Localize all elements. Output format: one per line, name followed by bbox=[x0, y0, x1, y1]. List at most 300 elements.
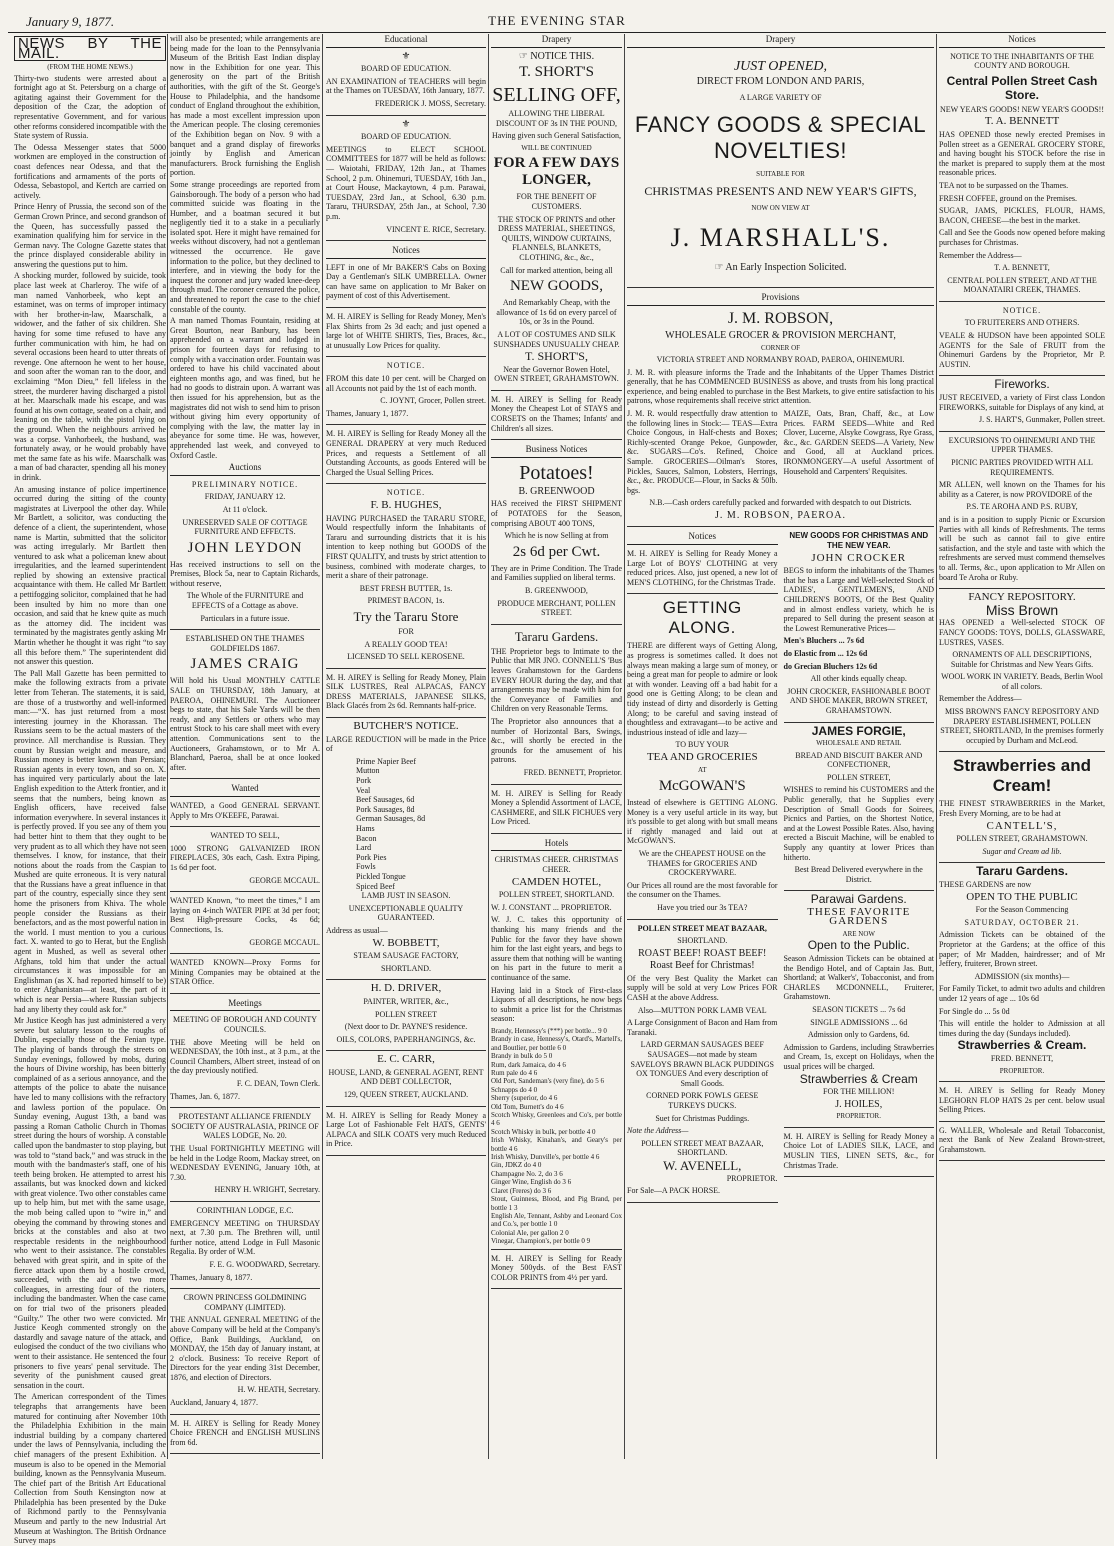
column-drapery-provisions bbox=[627, 34, 934, 1459]
robson-ad bbox=[627, 310, 934, 528]
ad-body: and is in a position to supply Picnic or Excursion Parties with all kinds of Refreshments. The terms will be such as cannot fail to give entire satisfaction, and the style and taste with which the refreshments are served must commend themselves to all. Terms, &c., upon application to Mr Allen on board Te Aroha or Ruby. bbox=[939, 514, 1105, 582]
section-header-notices: Notices bbox=[627, 531, 778, 545]
column-divider bbox=[624, 34, 625, 1459]
ad-line: Address as usual— bbox=[326, 925, 388, 935]
price-list-item: Brandy in bulk do 5 0 bbox=[491, 1052, 553, 1061]
price-list-item: Rum, dark Jamaica, do 4 6 bbox=[491, 1060, 566, 1069]
price-line: For Family Ticket, to admit two adults and children under 12 years of age ... 10s 6d bbox=[939, 984, 1105, 1003]
ad-line: AT bbox=[697, 765, 707, 774]
ad-name: Miss Brown bbox=[985, 601, 1059, 618]
ad-body: G. WALLER, Wholesale and Retail Tobacconist, next the Bank of New Zealand Brown-street, Grahamstown. bbox=[939, 1125, 1105, 1154]
ad-name: FRED. BENNETT, bbox=[990, 1053, 1054, 1063]
pointing-hand-icon: ☞ bbox=[518, 50, 531, 62]
ad-signature: JOHN CROCKER, FASHIONABLE BOOT AND SHOE MAKER, BROWN STREET, GRAHAMSTOWN. bbox=[787, 686, 931, 715]
ad-headline: JUST OPENED, bbox=[733, 58, 828, 74]
ad-line: LAMB JUST IN SEASON. bbox=[361, 891, 451, 901]
ad-line: Also—MUTTON PORK LAMB VEAL bbox=[637, 1005, 767, 1015]
ad-line: WOOL WORK IN VARIETY. Beads, Berlin Wool of all colors. bbox=[941, 672, 1103, 691]
butcher-item: Pork Sausages, 8d bbox=[356, 804, 415, 814]
ad-line: Having given such General Satisfaction, bbox=[491, 131, 622, 141]
ad-line: Suet for Christmas Puddings. bbox=[655, 1113, 750, 1123]
ad-heading: WANTED TO SELL, bbox=[210, 831, 280, 841]
price-list-item: Irish Whisky, Kinahan's, and Geary's per bottle 4 6 bbox=[491, 1136, 622, 1153]
ad-body: AN EXAMINATION of TEACHERS will begin at the Thames on TUESDAY, 16th January, 1877. bbox=[326, 76, 486, 96]
ad-heading: FANCY REPOSITORY. bbox=[968, 591, 1076, 604]
price-list-item: Irish Whisky, Dunville's, per bottle 4 6 bbox=[491, 1153, 600, 1162]
section-header-notices: Notices bbox=[939, 34, 1105, 48]
lower-right bbox=[784, 531, 935, 1206]
section-header-drapery: Drapery bbox=[627, 34, 934, 48]
ad-heading: BOARD OF EDUCATION. bbox=[360, 132, 451, 142]
ad-signature: H. W. HEATH, Secretary. bbox=[237, 1385, 320, 1395]
ad-body: MAIZE, Oats, Bran, Chaff, &c., at Low Prices. FARM SEEDS—White and Red Clover, Lucerne, Alsyke Cowgrass, Rye Grass, &c., &c. GARDEN SEEDS—A Variety, New and Good, all at Auckland prices. IRONMONGERY—A useful Assortment of Household and Carpenters' Requisites. bbox=[783, 408, 934, 476]
ad-body: WANTED, a Good GENERAL SERVANT. Apply to Mrs O'KEEFE, Parawai. bbox=[170, 800, 320, 820]
ad-body: Instead of elsewhere is GETTING ALONG. Money is a very useful article in its way, but it's possible to get along with but small means if rightly managed and laid out at McGOWAN'S. bbox=[627, 797, 778, 846]
section-header-wanted: Wanted bbox=[170, 783, 320, 797]
ad-body: THE Usual FORTNIGHTLY MEETING will be held in the Lodge Room, Mackay street, on WEDNESDAY EVENING, January 10th, at 7.30. bbox=[170, 1144, 320, 1182]
ad-body: HAS received the FIRST SHIPMENT of POTATOES for the Season, comprising ABOUT 400 TONS, bbox=[491, 499, 622, 528]
ad-name: J. MARSHALL'S. bbox=[670, 222, 891, 252]
ad-body: Our Prices all round are the most favorable for the consumer on the Thames. bbox=[627, 880, 778, 900]
ad-body: BEGS to inform the inhabitants of the Thames that he has a Large and Well-selected Stock of LADIES', GENTLEMEN'S, AND CHILDREN'S BOOTS, Of the Best Quality and in almost endless variety, which he is prepared to Sell during the present season at the Lowest Remunerative Prices— bbox=[783, 566, 934, 633]
ad-line: SHORTLAND. bbox=[381, 963, 431, 973]
butcher-item: Spiced Beef bbox=[356, 881, 395, 891]
wanted-ad bbox=[170, 896, 320, 954]
ad-line: WHOLESALE GROCER & PROVISION MERCHANT, bbox=[665, 329, 896, 341]
ad-line: ALLOWING THE LIBERAL DISCOUNT OF 3s IN THE POUND, bbox=[495, 109, 618, 128]
ad-signature: GEORGE MCCAUL. bbox=[249, 937, 320, 947]
robson-stock-columns bbox=[627, 409, 934, 498]
ad-line: Remember the Address— bbox=[939, 694, 1022, 704]
ad-name: B. GREENWOOD bbox=[518, 485, 595, 497]
ad-body: Will hold his Usual MONTHLY CATTLE SALE on THURSDAY, 18th January, at PAEROA, OHINEMURI. The Auctioneer begs to state, that his Sale Yards will be then ready, and any Settlers or others who may entrust Stock to his care shall meet with every attention. Communications sent to the Auctioneers, Grahamstown, or to Mr A. Blanchard, Paeroa, shall be at once looked after. bbox=[170, 676, 320, 772]
section-header-provisions: Provisions bbox=[627, 292, 934, 306]
ad-signature: VINCENT E. RICE, Secretary. bbox=[386, 224, 486, 234]
ad-body: M. H. AIREY is Selling for Ready Money 500yds. of the Best FAST COLOR PRINTS from 4½ per yard. bbox=[491, 1253, 622, 1282]
ad-body: Admission to Gardens, including Strawberries and Cream, 1s, except on Holidays, when the usual prices will be charged. bbox=[783, 1042, 934, 1071]
price-list-item: Schnapps do 4 0 bbox=[491, 1085, 538, 1094]
wanted-ad bbox=[170, 801, 320, 827]
ad-line: Remember the Address— bbox=[939, 250, 1022, 260]
ad-name: CAMDEN HOTEL, bbox=[511, 875, 602, 888]
ad-body: J. M. R. with pleasure informs the Trade and the Inhabitants of the Upper Thames District generally, that he has COMMENCED BUSINESS as above, and trusts from his long practical experience, and being enabled to purchase in the Best Markets, to give entire satisfaction to his patrons, whose requirements shall receive strict attention. bbox=[627, 367, 934, 406]
ad-headline: Open to the Public. bbox=[807, 938, 910, 953]
ad-line: Have you tried our 3s TEA? bbox=[657, 902, 748, 912]
lower-left bbox=[627, 531, 778, 1206]
ad-body: THE ANNUAL GENERAL MEETING of the above Company will be held at the Company's Office, Bank Buildings, Auckland, on MONDAY, the 15th day of January instant, at 2 o'clock. Business: To receive Report of Directors for the year ending 31st December, 1876, and election of Directors. bbox=[170, 1315, 320, 1382]
ad-line: P.S. TE AROHA AND P.S. RUBY, bbox=[966, 502, 1078, 512]
ad-headline: Central Pollen Street Cash Store. bbox=[946, 73, 1098, 102]
ad-name: J. M. ROBSON, bbox=[727, 309, 834, 327]
column-divider bbox=[322, 34, 323, 1459]
butcher-item: Pork Pies bbox=[356, 852, 387, 862]
ad-headline: Tararu Gardens. bbox=[976, 864, 1068, 879]
price-list-item: Claret (Freres) do 3 6 bbox=[491, 1186, 552, 1195]
ad-line: PRIMEST BACON, 1s. bbox=[367, 596, 445, 606]
ad-line: W. J. CONSTANT ... PROPRIETOR. bbox=[491, 902, 612, 912]
ad-heading: NOTICE. bbox=[386, 488, 426, 498]
ad-headline: Strawberries & Cream. bbox=[957, 1038, 1087, 1053]
ad-line: UNEXCEPTIONABLE QUALITY GUARANTEED. bbox=[348, 903, 464, 923]
price-list-item: Scotch Whisky, Greenlees and Co's, per bottle 4 6 bbox=[491, 1111, 622, 1128]
ad-line: POLLEN STREET, GRAHAMSTOWN. bbox=[956, 834, 1088, 844]
price-list-item: Stout, Guinness, Blood, and Pig Brand, per bottle 1 3 bbox=[491, 1195, 622, 1212]
ad-name: W. BOBBETT, bbox=[372, 936, 440, 949]
price-list-item: Brandy in case, Hennessy's, Otard's, Martell's, and Boutlier, per bottle 6 0 bbox=[491, 1035, 622, 1052]
butcher-item: Veal bbox=[356, 785, 371, 795]
ad-body: LEFT in one of Mr BAKER'S Cabs on Boxing Day a Gentleman's SILK UMBRELLA. Owner can have same on application to Mr Baker on payment of cost of this Advertisement. bbox=[326, 262, 486, 301]
price-list-item: Colonial Ale, per gallon 2 0 bbox=[491, 1228, 569, 1237]
ad-line: Sugar and Cream ad lib. bbox=[982, 846, 1062, 856]
tararu-ad bbox=[491, 629, 622, 785]
price-line: Men's Bluchers ... 7s 6d bbox=[783, 636, 865, 646]
ad-body: And Remarkably Cheap, with the allowance of 1s 6d on every parcel of 10s, or 3s in the Pound. bbox=[496, 298, 617, 327]
crest-icon: ⚜ bbox=[401, 118, 411, 130]
ad-name: T. A. BENNETT bbox=[984, 115, 1060, 128]
ad-body: LARGE REDUCTION will be made in the Price of bbox=[326, 734, 486, 754]
ad-signature: CENTRAL POLLEN STREET, AND AT THE MOANATAIRI CREEK, THAMES. bbox=[947, 275, 1097, 295]
ad-line: VICTORIA STREET AND NORMANBY ROAD, PAEROA, OHINEMURI. bbox=[656, 354, 905, 364]
ad-line: ORNAMENTS OF ALL DESCRIPTIONS, Suitable for Christmas and New Years Gifts. bbox=[950, 650, 1094, 669]
ad-heading: PRELIMINARY NOTICE. bbox=[191, 479, 299, 489]
ad-line: FRESH COFFEE, ground on the Premises. bbox=[939, 193, 1078, 203]
meeting-ad bbox=[170, 1112, 320, 1202]
carr-ad bbox=[326, 1055, 486, 1106]
wanted-ad bbox=[170, 831, 320, 892]
ad-line: TO BUY YOUR bbox=[675, 740, 729, 750]
ad-signature: FRED. BENNETT, Proprietor. bbox=[523, 767, 622, 777]
ad-line: SUGAR, JAMS, PICKLES, FLOUR, HAMS, BACON, CHEESE—the best in the market. bbox=[939, 206, 1105, 225]
ad-name: JAMES CRAIG bbox=[190, 656, 300, 673]
ad-line: SATURDAY, OCTOBER 21. bbox=[964, 917, 1080, 927]
ad-headline: Strawberries & Cream bbox=[799, 1071, 918, 1086]
butcher-item-list bbox=[326, 757, 486, 891]
butcher-item: Bacon bbox=[356, 833, 377, 843]
ad-line: Which he is now Selling at from bbox=[504, 531, 609, 541]
section-header-educational: Educational bbox=[326, 34, 486, 48]
ad-line: WHOLESALE AND RETAIL bbox=[816, 739, 902, 748]
news-paragraph: An amusing instance of police impertinence occurred during the sitting of the county magistrates at Liverpool the other day. While Mr Bartlett, a solicitor, was conducting the defence of a client, the superintendent, whose name is Martin, submitted that the solicitor was acting irregularly. Mr Bartlett then ventured to ask what a policeman knew about irregularities, and the learned superintendent replied by showing an extensive practical acquaintance with them. He called Mr Bartlett a pettifogging solicitor, complained that he had been insulted by him no more than one occasion, and said that he knew quite as much as the attorney did. The incident was terminated by the magistrates gently asking Mr Martin whether he thought it was right “to say all this before them.” The superintendent did not answer this question. bbox=[14, 484, 166, 667]
section-header-auctions: Auctions bbox=[170, 462, 320, 476]
ad-headline: 2s 6d per Cwt. bbox=[512, 543, 601, 560]
price-list-item: Brandy, Hennessy's (***) per bottle... 9 0 bbox=[491, 1026, 607, 1035]
butcher-item: Pickled Tongue bbox=[356, 871, 406, 881]
ad-body: THE FINEST STRAWBERRIES in the Market, Fresh Every Morning, are to be had at bbox=[939, 799, 1105, 819]
ad-line: 129, QUEEN STREET, AUCKLAND. bbox=[343, 1090, 469, 1100]
ad-headline: Strawberries and Cream! bbox=[953, 756, 1091, 796]
ad-heading: CORINTHIAN LODGE, E.C. bbox=[196, 1205, 294, 1215]
ad-line: CORNED PORK FOWLS GEESE TURKEYS DUCKS. bbox=[646, 1091, 759, 1110]
ad-signature: F. E. G. WOODWARD, Secretary. bbox=[209, 1259, 320, 1269]
ad-name: B. GREENWOOD, bbox=[525, 586, 588, 595]
ad-time: At 11 o'clock. bbox=[222, 504, 268, 514]
ad-line: PRODUCE MERCHANT, POLLEN STREET. bbox=[497, 598, 616, 618]
ad-line: N.B.—Cash orders carefully packed and forwarded with despatch to out Districts. bbox=[649, 498, 912, 508]
news-paragraph: will also be presented; while arrangements are being made for the loan to the Pennsylvania Museum of the British East Indian display now in the Exhibition for one year. This generosity on the part of the British authorities, with the gift of the St. George's House to Philadelphia, and the handsome conduct of England throughout the exhibition, has made a most excellent impression upon the American people. The closing ceremonies of the Exhibition began on Nov. 9 with a banquet and a grand display of fireworks jointly by English and American manufacturers. Brock furnishing the English portion. bbox=[170, 34, 320, 178]
ad-body: THE Proprietor begs to Intimate to the Public that MR JNO. CONNELL'S 'Bus leaves Grahamstown for the Gardens EVERY HOUR during the day, and that arrangements may be made with him for the Conveyance of Families and Children on very Reasonable Terms. bbox=[491, 646, 622, 714]
ad-line: SUITABLE FOR bbox=[756, 170, 805, 179]
ad-body: Call and See the Goods now opened before making purchases for Christmas. bbox=[939, 228, 1105, 247]
column-divider bbox=[936, 34, 937, 1459]
column-divider bbox=[488, 34, 489, 1459]
crest-icon: ⚜ bbox=[401, 50, 411, 62]
ad-name: McGOWAN'S bbox=[658, 777, 746, 794]
ad-body: Of the very Best Quality the Market can supply will be sold at very Low Prices FOR CASH at the above Address. bbox=[627, 973, 778, 1003]
ad-line: HOUSE, LAND, & GENERAL AGENT, RENT AND DEBT COLLECTOR, bbox=[328, 1067, 484, 1087]
airey-ad bbox=[491, 1254, 622, 1290]
ad-line: A LOT OF COSTUMES AND SILK SUNSHADES UNUSUALLY CHEAP. bbox=[493, 329, 620, 349]
price-list-item: Old Tom, Burnett's do 4 6 bbox=[491, 1102, 564, 1111]
airey-ad bbox=[326, 429, 486, 484]
ad-line: We are the CHEAPEST HOUSE on the THAMES for GROCERIES AND CROCKERYWARE. bbox=[638, 848, 766, 878]
column-news-auctions bbox=[170, 34, 320, 1459]
ad-body: M. H. AIREY is Selling for Ready Money, Men's Flax Shirts from 2s 3d each; and just opened a large lot of WHITE SHIRTS, Ties, Braces, &c., at unusually Low Prices for quality. bbox=[326, 312, 486, 350]
ad-date: FRIDAY, JANUARY 12. bbox=[204, 492, 286, 502]
news-paragraph: Prince Henry of Prussia, the second son of the German Crown Prince, and second grandson of the Queen, has successfully passed the examination qualifying him for service in the German navy. The Cologne Gazette states that the prince displayed considerable ability in answering the questions put to him. bbox=[14, 202, 166, 269]
news-paragraph: A shocking murder, followed by suicide, took place last week at Charleroy. The wife of a man named Vanhorbeek, who kept an estaminet, was on terms of improper intimacy with her brother-in-law, Maarschalk, a widower, and the father of six children. She having for some time refused to have any further communication with him, he had on several occasions been heard to utter threats of revenge. One afternoon he went to her house, and soon after the woman ran to the door, and exclaiming “Mon Dieu,” fell lifeless in the street, the murderer having discharged a pistol at her. Maarschalk made his escape, and was found at his own cottage, seated on a chair, and leaning on the table, with the pistol lying on the ground. When the neighbours arrived he was a corpse. Vanhorbeek, the husband, was fortunately away, or he would probably have met the same fate as his wife. Maarschalk was a man of bad character, spending all his money in drink. bbox=[14, 271, 166, 482]
ad-line-text: An Early Inspection Solicited. bbox=[725, 261, 847, 273]
ad-line: STEAM SAUSAGE FACTORY, bbox=[353, 951, 459, 961]
brown-ad bbox=[939, 593, 1105, 752]
ad-line: (Next door to Dr. PAYNE'S residence. bbox=[344, 1022, 468, 1032]
ad-line: A LARGE VARIETY OF bbox=[739, 92, 822, 102]
ad-subheading: UNRESERVED SALE OF COTTAGE FURNITURE AND EFFECTS. bbox=[182, 517, 308, 537]
ad-headline: Fireworks. bbox=[994, 377, 1050, 392]
ad-date: Thames, January 1, 1877. bbox=[326, 408, 409, 418]
airey-ad bbox=[784, 1132, 935, 1177]
butcher-item: Pork bbox=[356, 776, 372, 786]
short-ad bbox=[491, 52, 622, 391]
ad-line: OILS, COLORS, PAPERHANGINGS, &c. bbox=[336, 1034, 476, 1044]
ad-line: POLLEN STREET, SHORTLAND. bbox=[498, 890, 615, 900]
airey-ad bbox=[939, 1086, 1105, 1122]
lower-split bbox=[627, 531, 934, 1206]
ad-date: Thames, January 8, 1877. bbox=[170, 1272, 253, 1282]
price-list-item: Old Port, Sandeman's (very fine), do 5 6 bbox=[491, 1077, 605, 1086]
ad-body: HAVING PURCHASED the TARARU STORE, Would respectfully inform the Inhabitants of Tararu and surrounding districts that it is his intention to keep nothing but GOODS of the FIRST QUALITY, and trusts by strict attention to business, combined with moderate charges, to merit a share of their patronage. bbox=[326, 513, 486, 581]
ad-signature: F. C. DEAN, Town Clerk. bbox=[236, 1079, 320, 1089]
driver-ad bbox=[326, 984, 486, 1051]
ad-name: F. B. HUGHES, bbox=[370, 498, 442, 511]
ad-body: M. H. AIREY is Selling for Ready Money a Large Lot of Fashionable Felt HATS, GENTS' ALPACA and SILK COATS very much Reduced in Price. bbox=[326, 1110, 486, 1149]
ad-name: T. SHORT'S, bbox=[525, 349, 588, 364]
ad-body: Admission Tickets can be obtained of the Proprietor at the Gardens; at the office of this paper; of Mr Madden, hairdresser; and of Mr Jeffery, fruiterer, Brown street. bbox=[939, 930, 1105, 969]
auction-ad-leydon bbox=[170, 480, 320, 631]
ad-heading: PROTESTANT ALLIANCE FRIENDLY SOCIETY OF AUSTRALASIA, PRINCE OF WALES LODGE, No. 20. bbox=[171, 1112, 319, 1141]
ad-line: FOR THE MILLION! bbox=[823, 1087, 895, 1097]
ad-name: J. HOILES, bbox=[835, 1098, 883, 1110]
ad-body: EMERGENCY MEETING on THURSDAY next, at 7.30 p.m. The Brethren will, until further notice, attend Lodge in Full Masonic Regalia. By order of W.M. bbox=[170, 1218, 320, 1257]
ad-body: M. H. AIREY is Selling for Ready Money a Large Lot of BOYS' CLOTHING at very reduced prices. Also, just opened, a new lot of MEN'S CLOTHING, for the Christmas Trade. bbox=[627, 549, 778, 587]
ad-body: M. H. AIREY is Selling for Ready Money a Choice Lot of LADIES SILK, LACE, and MUSLIN TIES, LINEN SETS, &c., for Christmas Trade. bbox=[783, 1131, 934, 1170]
ad-body: This will entitle the holder to Admission at all times during the day (Sundays included). bbox=[939, 1019, 1105, 1038]
ad-heading: NOTICE TO THE INHABITANTS OF THE COUNTY AND BOROUGH. bbox=[950, 51, 1094, 71]
news-paragraph: The American correspondent of the Times telegraphs that arrangements have been matured for continuing after November 10th the Philadelphia Exhibition in the main industrial building by a company chartered under the laws of Pennsylvania, including the chief managers of the present Exhibition. A museum is also to be opened in the Memorial building, known as the Pennsylvania Museum. The chief part of the British Art Educational Collection from South Kensington now at Philadelphia has been presented by the Duke of Richmond partly to the Pennsylvania Museum and partly to the new Industrial Art Museum at Washington. The British Ordnance Survey maps bbox=[14, 1392, 166, 1546]
ad-heading-text: NOTICE THIS. bbox=[530, 50, 595, 62]
ad-body: The Proprietor also announces that a number of Horizontal Bars, Swings, &c., will shortly be erected in the grounds for the amusement of his patrons. bbox=[491, 716, 622, 765]
ad-signature: PROPRIETOR. bbox=[726, 1173, 778, 1183]
ad-line: ADMISSION (six months)— bbox=[974, 971, 1070, 981]
ad-name: JAMES FORGIE, bbox=[811, 723, 906, 738]
ad-headline: NEW GOODS, bbox=[509, 278, 604, 295]
notice-ad bbox=[326, 263, 486, 308]
ad-headline: Parawai Gardens. bbox=[810, 892, 907, 907]
ad-body: Season Admission Tickets can be obtained at the Bendigo Hotel, and of Captain Jas. Butt, Shortland; at Walker's', Tobacconist, and from CHARLES MCDONNELL, Fruiterer, Grahamstown. bbox=[783, 954, 934, 1002]
wanted-ad bbox=[170, 958, 320, 994]
ad-headline: Tararu Gardens. bbox=[514, 628, 599, 644]
price-line: For Single do ... 5s 0d bbox=[939, 1006, 1010, 1016]
auction-ad-craig bbox=[170, 634, 320, 779]
price-list-item: Vinegar, Champion's, per bottle 0 9 bbox=[491, 1237, 591, 1246]
ad-name: E. C. CARR, bbox=[377, 1053, 435, 1066]
ad-headline: GETTING ALONG. bbox=[662, 598, 742, 638]
ad-heading: EXCURSIONS TO OHINEMURI AND THE UPPER THAMES. bbox=[948, 435, 1096, 455]
hughes-ad bbox=[326, 488, 486, 668]
greenwood-ad bbox=[491, 462, 622, 625]
ad-body: A Large Consignment of Bacon and Ham from Taranaki. bbox=[627, 1018, 778, 1037]
ad-line: For Sale—A PACK HORSE. bbox=[627, 1186, 721, 1196]
airey-ad bbox=[491, 789, 622, 834]
news-paragraph: Mr Justice Keogh has just administered a very severe but salutary lesson to the roughs of Dublin, especially those of the Fenian type. The playing of bands through the streets on Sunday evenings, followed by mobs, during the hours of Divine worship, has been bitterly complained of as a serious annoyance, and the attempts of the police to abate the nuisance have led to many collisions with the refractory and lawless portion of the populace. On Sunday evening, August 13th, a band was passing a Roman Catholic Church in Thomas street during the hours of worship. A constable called upon the bandmaster to stop playing, but was told to “stand back,” and was struck in the mouth with the bandmaster's staff, one of his teeth being broken. He attempted to arrest his assailants, but was knocked down and kicked with great violence. Two other constables came up to help him, but met with the same usage, the mob being called upon to “wire in,” and obeying the command by throwing stones and bricks at the constables and also at two respectable residents in the neighbourhood who went to their assistance. The constables behaved with great spirit, and in spite of the fierce attack upon them by a hostile crowd, succeeded, with the aid of two more colleagues, in arresting four of the rioters, including the bandmaster. When the case came on for trial two of the prisoners pleaded “Guilty.” The other two were convicted. Mr Justice Keogh commented strongly on the dastardly and savage nature of the attack, and eulogised the conduct of the two civilians who went to their assistance. He sentenced the four prisoners to five years' penal servitude. The severity of the punishment caused great sensation in the court. bbox=[14, 1016, 166, 1390]
price-line: do Elastic from ... 12s 6d bbox=[783, 649, 868, 658]
ad-line: Near the Governor Bowen Hotel, OWEN STREET, GRAHAMSTOWN. bbox=[494, 364, 619, 384]
column-drapery-business bbox=[491, 34, 622, 1459]
ad-name: CANTELL'S, bbox=[986, 819, 1058, 832]
news-paragraph: Some strange proceedings are reported from Gainsborough. The body of a person who had committed suicide was floating in the Humber, and a boatman secured it but negligently tied it to a stake in a peculiarly isolated spot. Here it might have remained for weeks without discovery, had not a gentleman witnessed the occurrence. He gave information to the police, but they declined to interfere, and in viewing the body for the inquest the coroner and jury waded knee-deep through mud. The coroner censured the police, and threatened to report the case to the chief constable of the county. bbox=[170, 179, 320, 314]
ad-date: Thames, Jan. 6, 1877. bbox=[170, 1091, 240, 1101]
ad-body: J. M. R. would respectfully draw attention to the following lines in Stock:— TEAS—Extra Choice Congous, in Half-chests and Boxes; Richly-scented Orange Pekoe, Gunpowder, &c. SUGARS—Co's. Refined, Choice Sample. GROCERIES—Oilman's Stores, Pickles, Sauces, Salmon, Lobsters, Herrings, &c., &c. PRODUCE—Flour, in Sacks & 50lb. bgs. bbox=[627, 408, 778, 495]
ad-body: The Whole of the FURNITURE and EFFECTS of a Cottage as above. bbox=[186, 591, 304, 611]
ad-heading bbox=[491, 52, 622, 62]
ad-line: For the Season Commencing bbox=[975, 905, 1069, 915]
ad-line: BREAD AND BISCUIT BAKER AND CONFECTIONER, bbox=[795, 750, 923, 770]
ad-line: PICNIC PARTIES PROVIDED WITH ALL REQUIREMENTS. bbox=[951, 458, 1093, 477]
ad-heading: BUTCHER'S NOTICE. bbox=[353, 720, 459, 733]
camden-ad bbox=[491, 855, 622, 1249]
ad-body: M. H. AIREY is Selling for Ready Money the Cheapest Lot of STAYS and CORSETS on the Thames; Infants' and Children's all sizes. bbox=[491, 394, 622, 433]
ad-body: THE STOCK OF PRINTS and other DRESS MATERIAL, SHEETINGS, QUILTS, WINDOW CURTAINS, FLANNELS, BLANKETS, CLOTHING, &c., &c., bbox=[497, 214, 616, 262]
section-header-business: Business Notices bbox=[491, 444, 622, 458]
ad-line: Best Bread Delivered everywhere in the District. bbox=[794, 865, 923, 884]
ad-line: TO FRUITERERS AND OTHERS. bbox=[964, 318, 1080, 328]
meeting-ad bbox=[170, 1293, 320, 1415]
ad-signature: MISS BROWN'S FANCY REPOSITORY AND DRAPERY ESTABLISHMENT, POLLEN STREET, SHORTLAND, In the premises formerly occupied by Durham and McLeod. bbox=[940, 707, 1104, 745]
ad-line: CHRISTMAS PRESENTS AND NEW YEAR'S GIFTS, bbox=[644, 183, 917, 198]
ad-name: W. AVENELL, bbox=[663, 1157, 742, 1173]
ad-signature: C. JOYNT, Grocer, Pollen street. bbox=[380, 396, 486, 406]
section-header-drapery: Drapery bbox=[491, 34, 622, 48]
ad-line: WILL BE CONTINUED bbox=[521, 143, 592, 152]
price-line: SINGLE ADMISSIONS ... 6d bbox=[810, 1017, 908, 1027]
price-list-item: Ginger Wine, English do 3 6 bbox=[491, 1178, 572, 1187]
airey-ad bbox=[170, 1419, 320, 1455]
ad-signature: GEORGE MCCAUL. bbox=[249, 875, 320, 885]
price-list-item: Rum pale do 4 6 bbox=[491, 1069, 538, 1077]
ad-name: JOHN LEYDON bbox=[187, 539, 303, 556]
ad-headline: Try the Tararu Store bbox=[353, 608, 459, 624]
ad-line: All other kinds equally cheap. bbox=[810, 674, 907, 684]
ad-line: ARE NOW bbox=[842, 930, 875, 939]
ad-headline: OPEN TO THE PUBLIC bbox=[966, 890, 1078, 903]
forgie-ad bbox=[783, 723, 935, 892]
masthead bbox=[8, 6, 1106, 33]
ad-date: Auckland, January 4, 1877. bbox=[170, 1398, 258, 1408]
butcher-item: German Sausages, 8d bbox=[356, 814, 426, 824]
ad-line: TEA not to be surpassed on the Thames. bbox=[939, 180, 1069, 190]
ad-body: WANTED Known, “to meet the times,” I am laying on 4-inch WATER PIPE at 3d per foot; Best High-pressure Cocks, 4s 6d; Connections, 1s. bbox=[170, 896, 320, 934]
ad-body: M. H. AIREY is Selling for Ready Money LEGHORN FLOP HATS 2s per cent. below usual Selling Prices. bbox=[939, 1085, 1105, 1115]
cantell-ad bbox=[939, 756, 1105, 863]
section-header-hotels: Hotels bbox=[491, 838, 622, 852]
ad-signature: J. M. ROBSON, PAEROA. bbox=[715, 509, 846, 521]
ad-body: WISHES to remind his CUSTOMERS and the Public generally, that he Supplies every Description of Small Goods for Soirees, Picnics and Parties, on the Shortest Notice, and at the Lowest Possible Rates. Also, having erected a Biscuit Machine, will be enabled to Supply any quantity at lower Prices than hitherto. bbox=[783, 785, 934, 862]
ad-body: HAS OPENED a Well-selected STOCK OF FANCY GOODS: TOYS, DOLLS, GLASSWARE, LUSTRES, VASES. bbox=[939, 618, 1105, 647]
ad-body: M. H. AIREY is Selling for Ready Money all the GENERAL DRAPERY at very much Reduced Prices, and requests a Settlement of all Outstanding Accounts, as goods Entered will be Charged the Usual Selling Prices. bbox=[326, 429, 486, 477]
ad-body: W. J. C. takes this opportunity of thanking his many friends and the Public for the favor they have shown him for the last eight years, and begs to assure them that nothing will be wanting on his part in the future to merit a continuance of the same. bbox=[491, 915, 622, 982]
pointing-hand-icon: ☞ bbox=[714, 261, 726, 273]
waller-ad bbox=[939, 1126, 1105, 1162]
avenell-ad bbox=[627, 924, 778, 1203]
ad-body: M. H. AIREY is Selling for Ready Money a Splendid Assortment of LACE, CASHMERE, and SILK FICHUES very Low Priced. bbox=[491, 788, 622, 827]
news-source: (FROM THE HOME NEWS.) bbox=[47, 63, 133, 72]
news-paragraph: Thirty-two students were arrested about a fortnight ago at St. Petersburg on a charge of agitating against their Government for the deposition of the Czar, the adoption of representative Government, and for various other reforms considered incompatible with the State system of Russia. bbox=[14, 73, 166, 141]
ad-line: CORNER OF bbox=[760, 343, 801, 352]
ad-signature: FREDERICK J. MOSS, Secretary. bbox=[374, 98, 486, 108]
ad-line: POLLEN STREET MEAT BAZAAR, SHORTLAND. bbox=[641, 1138, 764, 1158]
meeting-ad bbox=[170, 1206, 320, 1289]
butcher-item: Beef Sausages, 6d bbox=[356, 795, 415, 805]
bennett-ad bbox=[939, 52, 1105, 302]
ad-line: Call for marked attention, being all bbox=[500, 265, 613, 275]
price-list-item: Scotch Whisky in bulk, per bottle 4 0 bbox=[491, 1127, 596, 1136]
price-list-item: Gin, JDKZ do 4 0 bbox=[491, 1161, 542, 1170]
butcher-item: Hams bbox=[356, 824, 375, 833]
ad-body: THE above Meeting will be held on WEDNESDAY, the 10th inst., at 3 p.m., at the Council Chambers, Albert street, instead of on the day previously notified. bbox=[170, 1037, 320, 1076]
airey-ad bbox=[326, 312, 486, 357]
ad-heading: NOTICE. bbox=[386, 361, 426, 371]
ad-line: TEA AND GROCERIES bbox=[646, 750, 758, 763]
ad-body: 1000 STRONG GALVANIZED IRON FIREPLACES, 30s each, Cash. Extra Piping, 1s 6d per foot. bbox=[170, 843, 320, 872]
ad-headline: ROAST BEEF! ROAST BEEF! bbox=[638, 947, 767, 959]
ad-line: FOR bbox=[398, 626, 414, 636]
column-divider bbox=[167, 34, 168, 1459]
price-list-item: Champagne No. 2, do 3 6 bbox=[491, 1169, 563, 1178]
column-educational-notices bbox=[326, 34, 486, 1459]
airey-ad bbox=[491, 395, 622, 440]
ad-line: FOR THE BENEFIT OF CUSTOMERS. bbox=[516, 192, 597, 211]
issue-date: January 9, 1877. bbox=[26, 14, 115, 29]
ad-line: NEW YEAR'S GOODS! NEW YEAR'S GOODS!! bbox=[940, 104, 1104, 114]
ad-body: M. H. AIREY is Selling for Ready Money Choice FRENCH and ENGLISH MUSLINS from 6d. bbox=[170, 1418, 320, 1447]
ad-name: JOHN CROCKER bbox=[811, 551, 907, 564]
ad-signature: J. S. HART'S, Gunmaker, Pollen street. bbox=[979, 415, 1105, 425]
ad-body: Having laid in a Stock of First-class Liquors of all descriptions, he now begs to submit a price list for the Christmas season: bbox=[491, 985, 622, 1024]
column-news bbox=[14, 34, 166, 1546]
ad-line: THESE GARDENS are now bbox=[939, 880, 1032, 889]
liquor-price-list bbox=[491, 1027, 622, 1246]
butcher-item: Mutton bbox=[356, 766, 380, 776]
ad-heading: NEW GOODS FOR CHRISTMAS AND THE NEW YEAR. bbox=[789, 531, 929, 551]
news-paragraph: The Odessa Messenger states that 5000 workmen are employed in the construction of coast defences near Odessa, and that the fortifications and armaments of the ports of Odessa, Sebastopol, and Kertch are carried on actively. bbox=[14, 142, 166, 200]
ad-body: Has received instructions to sell on the Premises, Block 5a, near to Captain Richards, without reserve, bbox=[170, 559, 320, 588]
ad-signature: PROPRIETOR. bbox=[999, 1066, 1045, 1075]
ad-signature: PROPRIETOR. bbox=[836, 1112, 881, 1121]
ad-name: H. D. DRIVER, bbox=[370, 982, 442, 995]
section-header-meetings: Meetings bbox=[170, 998, 320, 1012]
ad-body: MEETINGS to ELECT SCHOOL COMMITTEES for 1877 will be held as follows:— Waiotahi, FRIDAY, 12th Jan., at Thames School, 2 p.m. Ohinemuri, TUESDAY, 16th Jan., at Court House, Mackaytown, 4 p.m. Parawai, TUESDAY, 23rd Jan., at School, 6.30 p.m. Tararu, THURSDAY, 25th Jan., at School, 7.30 p.m. bbox=[326, 144, 486, 221]
newspaper-title: THE EVENING STAR bbox=[488, 13, 626, 28]
butcher-item: Lard bbox=[356, 843, 372, 853]
